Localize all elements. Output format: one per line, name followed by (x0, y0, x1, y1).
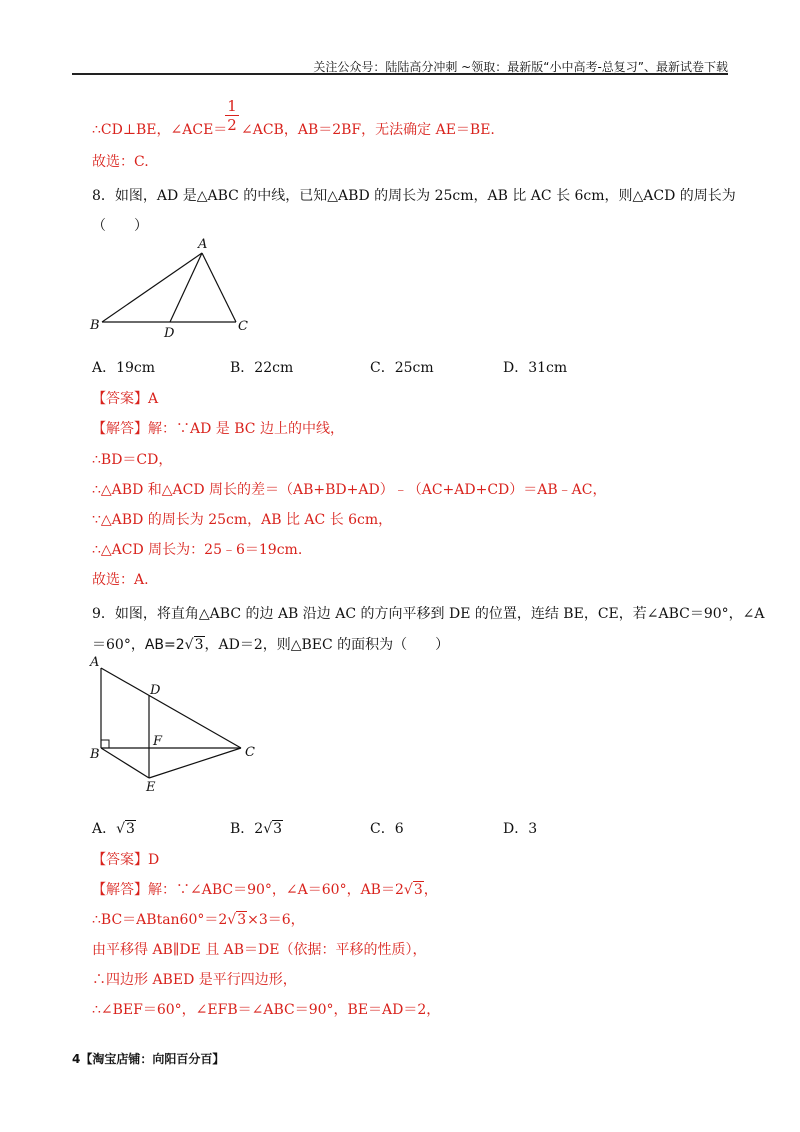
q9-solution-line-2: ∴BC＝ABtan60°＝2√3×3＝6， (92, 912, 305, 928)
q9-solution-line-4: ∴四边形 ABED 是平行四边形， (92, 972, 297, 988)
q8-option-c: C．25cm (370, 360, 434, 376)
q8-stem-line-1: 8．如图，AD 是△ABC 的中线，已知△ABD 的周长为 25cm，AB 比 AC 长 6cm，则△ACD 的周长为 (92, 188, 736, 204)
q9-option-d: D．3 (503, 821, 538, 837)
q9-right-angle-mark (101, 740, 109, 748)
q8-solution-line-1: 【解答】解：∵AD 是 BC 边上的中线， (92, 421, 344, 437)
q9-segment-be (101, 748, 149, 778)
q9-stem-line-2 (92, 634, 449, 654)
q9-label-a: A (90, 655, 100, 670)
q8-segment-ac (202, 253, 236, 322)
frac-denominator: 2 (227, 116, 237, 134)
q9-stem-radical: √3 (184, 637, 204, 653)
q9-option-c: C．6 (370, 821, 404, 837)
q8-label-d: D (164, 326, 175, 341)
prev-line-1b: ∠ACB，AB＝2BF，无法确定 AE＝BE. (241, 122, 495, 138)
q9-segment-ac (101, 668, 241, 748)
q9-label-d: D (150, 683, 161, 698)
q8-triangle-figure (88, 236, 258, 346)
q8-stem-line-2: （ ） (92, 218, 148, 234)
q8-solution-line-4: ∵△ABD 的周长为 25cm，AB 比 AC 长 6cm， (92, 512, 393, 528)
q9-option-b: B．2√3 (230, 821, 283, 837)
q9-segment-ce (149, 748, 241, 778)
q9-stem-line-1: 9．如图，将直角△ABC 的边 AB 沿边 AC 的方向平移到 DE 的位置，连结 BE，CE，若∠ABC＝90°，∠A (92, 606, 765, 622)
q9-solution-line-1: 【解答】解：∵∠ABC＝90°，∠A＝60°，AB＝2√3， (92, 882, 438, 898)
q9-solution-line-5: ∴∠BEF＝60°，∠EFB＝∠ABC＝90°，BE＝AD＝2， (92, 1002, 441, 1018)
q8-solution-line-2: ∴BD＝CD， (92, 452, 173, 468)
q9-option-a: A．√3 (92, 821, 135, 837)
q8-solution-line-6: 故选：A. (92, 572, 149, 588)
q9-translation-figure (88, 656, 268, 796)
page-header: 关注公众号：陆陆高分冲刺 ~领取：最新版“小中高考-总复习”、最新试卷下载 (313, 60, 728, 74)
q8-label-c: C (238, 319, 248, 334)
q9-label-e: E (146, 780, 156, 795)
q8-answer: 【答案】A (92, 391, 159, 407)
q8-segment-ab (102, 253, 202, 322)
q9-label-c: C (245, 745, 255, 760)
q8-solution-line-5: ∴△ACD 周长为：25﹣6＝19cm. (92, 542, 303, 558)
q8-solution-line-3: ∴△ABD 和△ACD 周长的差＝（AB+BD+AD）﹣（AC+AD+CD）＝AB﹣AC， (92, 482, 607, 498)
q9-solution-line-3: 由平移得 AB∥DE 且 AB＝DE（依据：平移的性质）， (92, 942, 427, 958)
q8-option-b: B．22cm (230, 360, 294, 376)
header-rule (72, 73, 728, 75)
q8-option-d: D．31cm (503, 360, 568, 376)
q9-label-f: F (153, 734, 163, 749)
prev-choice: 故选：C. (92, 154, 149, 170)
q9-stem-rest: ，AD＝2，则△BEC 的面积为（ ） (204, 637, 450, 653)
page-footer: 4【淘宝店铺：向阳百分百】 (72, 1052, 225, 1066)
prev-line-1a: ∴CD⊥BE，∠ACE＝ (92, 122, 228, 138)
q9-stem-angle: ＝60°， (92, 637, 145, 653)
q8-option-a: A．19cm (92, 360, 156, 376)
frac-numerator: 1 (227, 97, 237, 115)
q9-label-b: B (90, 747, 100, 762)
q8-label-a: A (198, 237, 208, 252)
q8-label-b: B (90, 318, 100, 333)
q9-stem-ab: AB=2 (144, 637, 185, 653)
q9-answer: 【答案】D (92, 852, 160, 868)
